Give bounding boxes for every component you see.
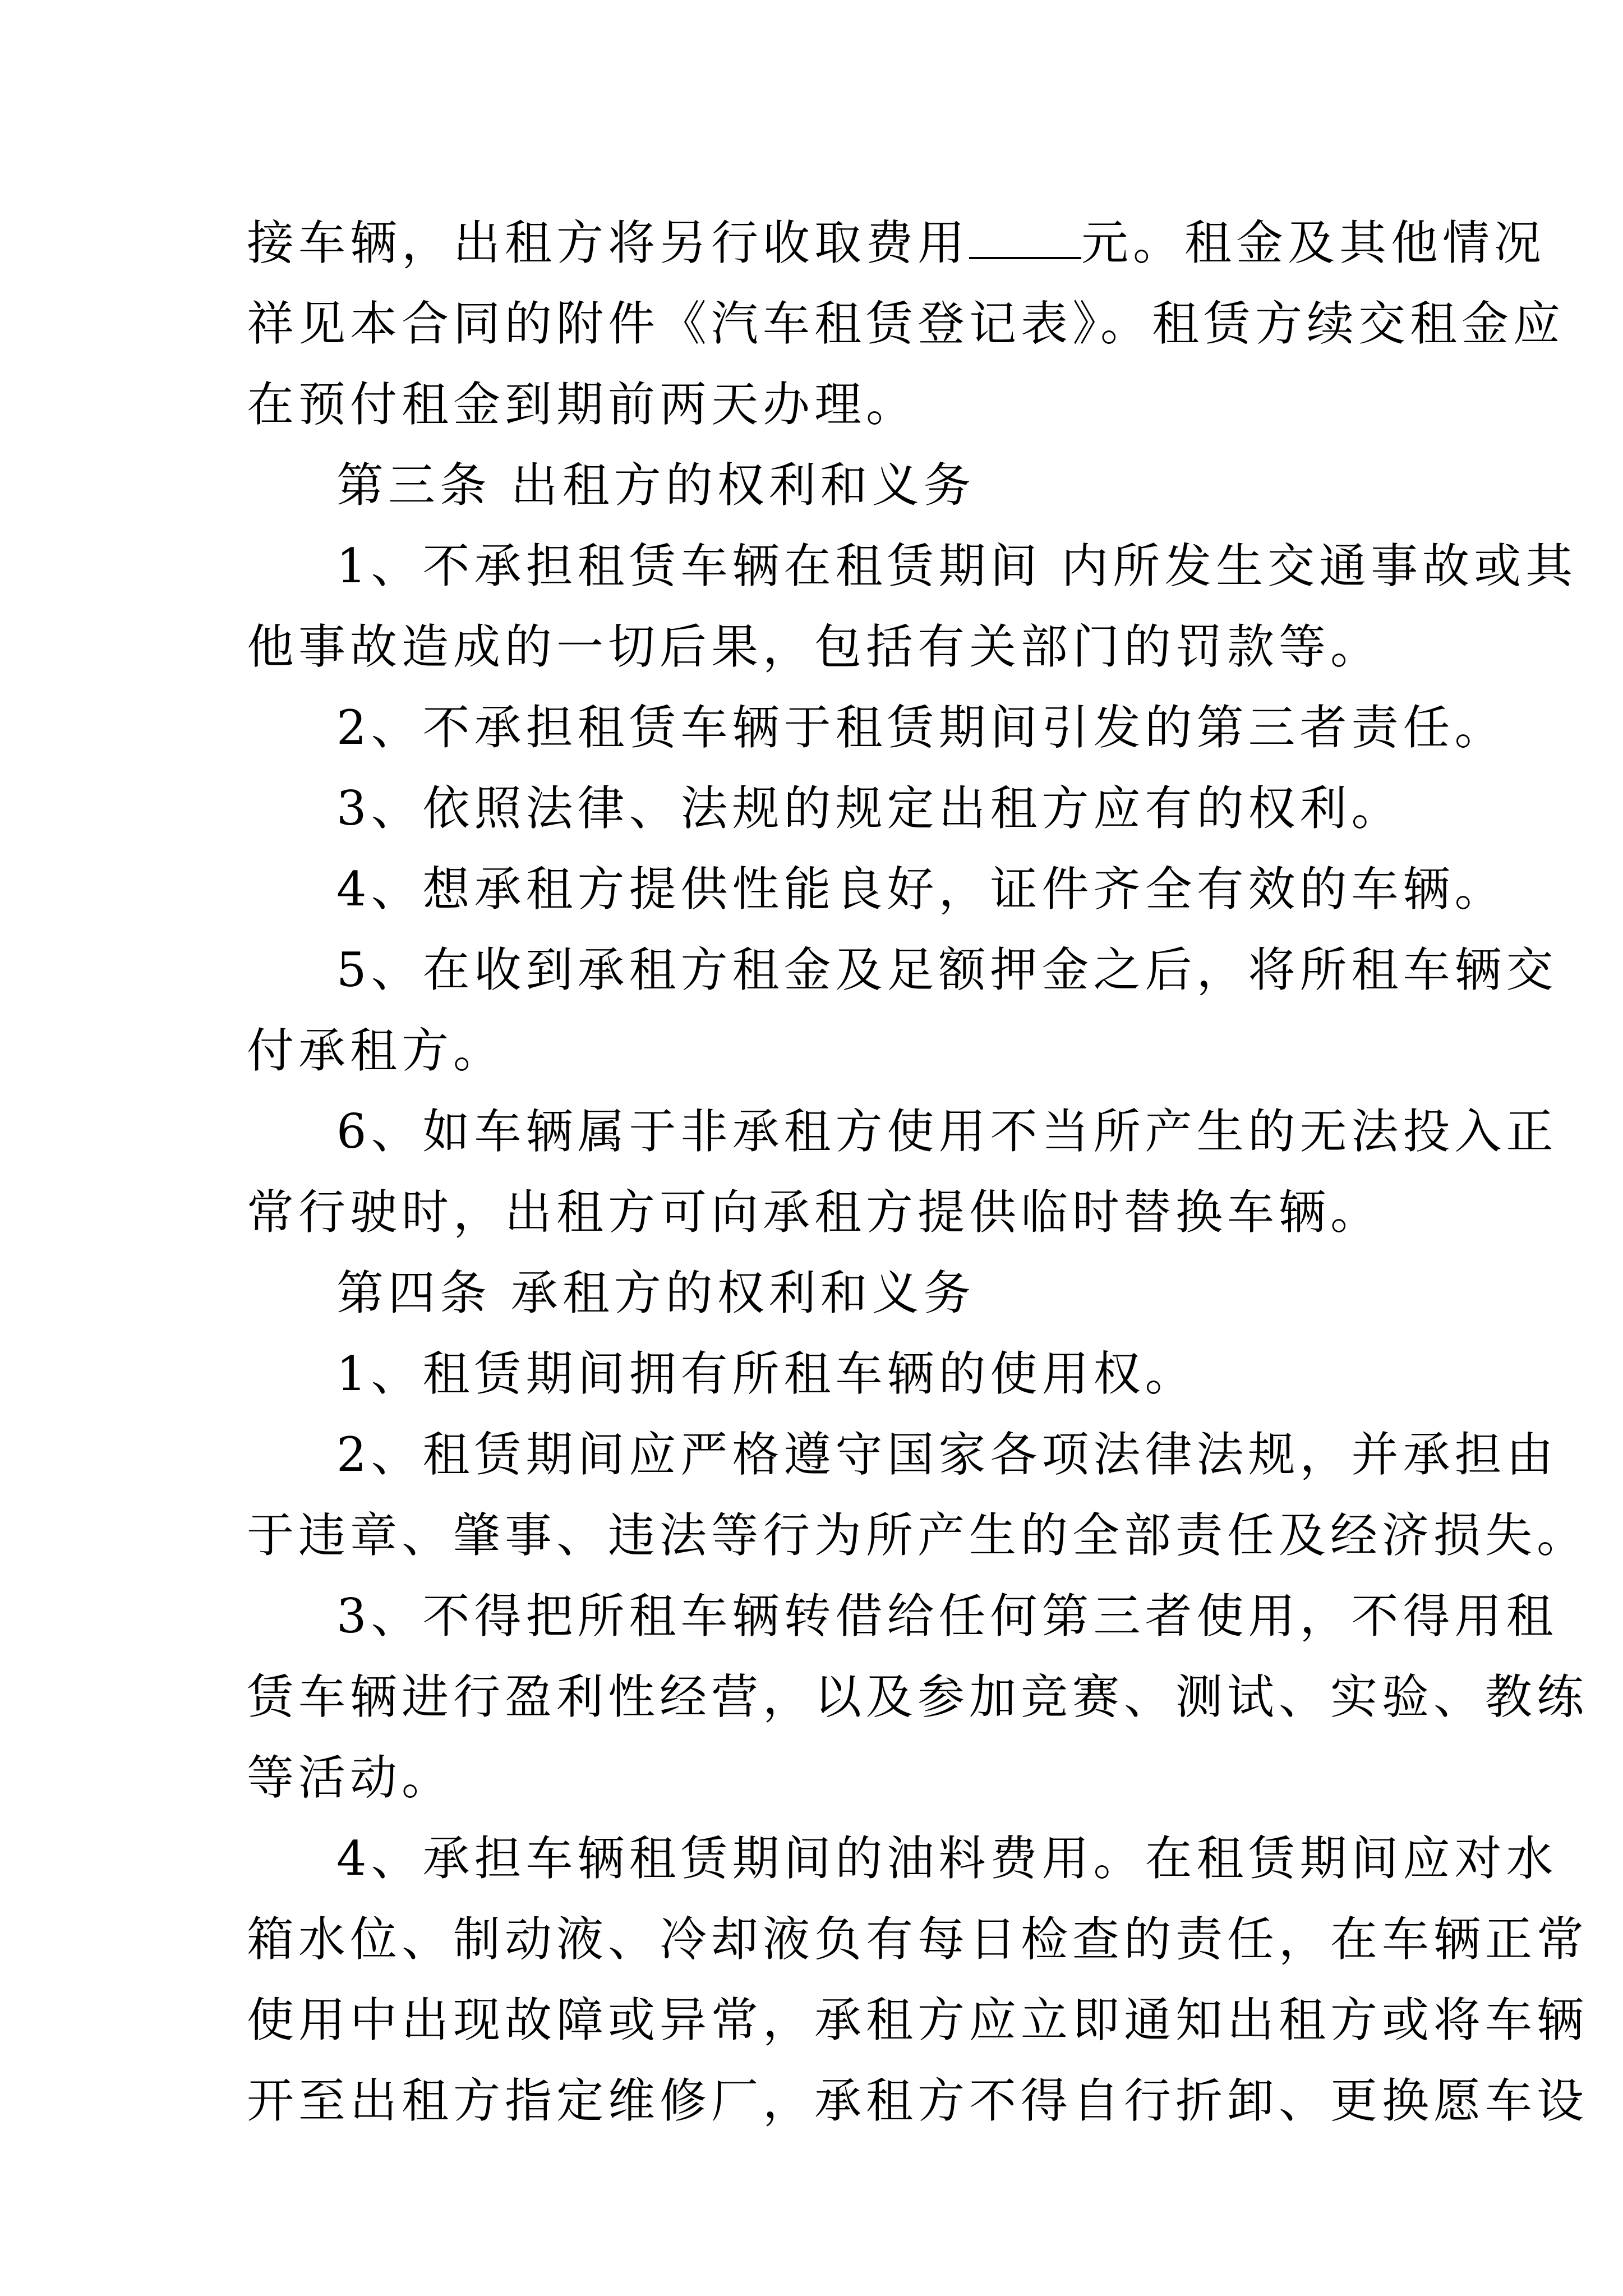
paragraph-line: 祥见本合同的附件《汽车租赁登记表》。租赁方续交租金应: [247, 296, 1565, 351]
paragraph-line: 赁车辆进行盈利性经营，以及参加竞赛、测试、实验、教练: [247, 1669, 1589, 1724]
section-heading: 第四条 承租方的权利和义务: [336, 1266, 975, 1320]
paragraph-line: [247, 215, 1546, 270]
line-text: 元。租金及其他情况: [1081, 215, 1546, 270]
paragraph-line: 4、想承租方提供性能良好，证件齐全有效的车辆。: [336, 862, 1506, 917]
paragraph-line: 4、承担车辆租赁期间的油料费用。在租赁期间应对水: [336, 1831, 1558, 1886]
paragraph-line: 3、不得把所租车辆转借给任何第三者使用，不得用租: [336, 1589, 1558, 1644]
paragraph-line: 常行驶时，出租方可向承租方提供临时替换车辆。: [247, 1185, 1382, 1240]
fill-in-blank[interactable]: [969, 218, 1081, 259]
paragraph-line: 6、如车辆属于非承租方使用不当所产生的无法投入正: [336, 1104, 1558, 1159]
line-text: 接车辆，出租方将另行收取费用: [247, 215, 970, 270]
paragraph-line: 2、不承担租赁车辆于租赁期间引发的第三者责任。: [336, 700, 1506, 755]
paragraph-line: 箱水位、制动液、冷却液负有每日检查的责任，在车辆正常: [247, 1912, 1589, 1967]
paragraph-line: 3、依照法律、法规的规定出租方应有的权利。: [336, 781, 1403, 836]
paragraph-line: 5、在收到承租方租金及足额押金之后，将所租车辆交: [336, 942, 1558, 997]
paragraph-line: 1、租赁期间拥有所租车辆的使用权。: [336, 1346, 1197, 1401]
paragraph-line: 付承租方。: [247, 1023, 505, 1078]
paragraph-line: 2、租赁期间应严格遵守国家各项法律法规，并承担由: [336, 1427, 1558, 1482]
paragraph-line: 开至出租方指定维修厂，承租方不得自行折卸、更换愿车设: [247, 2073, 1589, 2128]
paragraph-line: 1、不承担租赁车辆在租赁期间 内所发生交通事故或其: [336, 539, 1578, 593]
section-heading: 第三条 出租方的权利和义务: [336, 458, 975, 513]
paragraph-line: 等活动。: [247, 1750, 454, 1805]
paragraph-line: 他事故造成的一切后果，包括有关部门的罚款等。: [247, 619, 1382, 674]
paragraph-line: 于违章、肇事、违法等行为所产生的全部责任及经济损失。: [247, 1508, 1589, 1563]
paragraph-line: 在预付租金到期前两天办理。: [247, 377, 918, 432]
paragraph-line: 使用中出现故障或异常，承租方应立即通知出租方或将车辆: [247, 1993, 1589, 2047]
